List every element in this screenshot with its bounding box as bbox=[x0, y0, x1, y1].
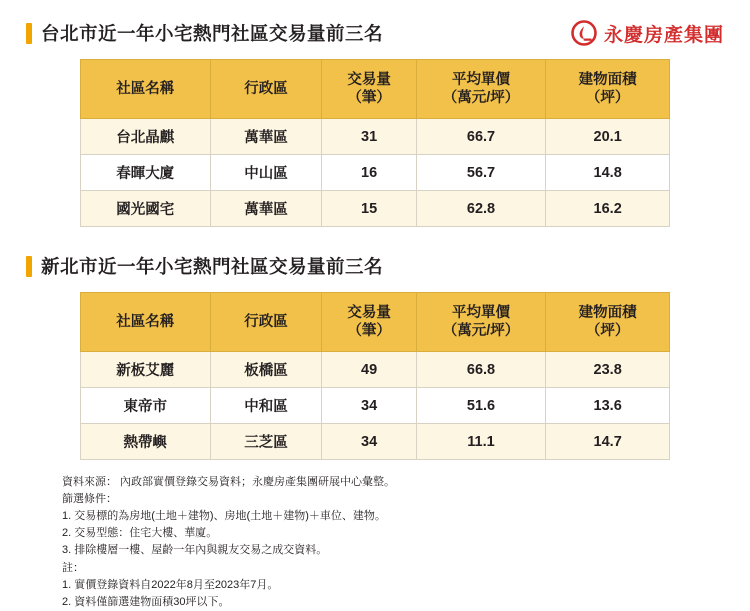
note-filter-item: 2. 交易型態：住宅大樓、華廈。 bbox=[62, 527, 218, 540]
table-taipei-body bbox=[81, 119, 670, 227]
cell-volume: 34 bbox=[322, 388, 416, 424]
header-main-text: 社區名稱 bbox=[116, 80, 175, 97]
header-main-text: 建物面積 bbox=[578, 304, 637, 321]
note-filter-label: 篩選條件： bbox=[62, 493, 117, 506]
table-taipei bbox=[80, 59, 670, 227]
cell-district: 萬華區 bbox=[210, 191, 322, 227]
cell-community: 新板艾麗 bbox=[81, 352, 211, 388]
table-row bbox=[81, 424, 670, 460]
column-header-volume bbox=[322, 60, 416, 119]
table-newtaipei bbox=[80, 292, 670, 460]
table-taipei-wrapper bbox=[80, 59, 670, 227]
cell-community: 國光國宅 bbox=[81, 191, 211, 227]
table-newtaipei-body bbox=[81, 352, 670, 460]
cell-volume: 49 bbox=[322, 352, 416, 388]
cell-area: 14.8 bbox=[546, 155, 670, 191]
table-newtaipei-wrapper bbox=[80, 292, 670, 460]
section-1-title-group bbox=[26, 20, 383, 46]
column-header-unit-price bbox=[416, 293, 546, 352]
header-main-text: 行政區 bbox=[244, 313, 288, 330]
yungching-logo-icon bbox=[571, 20, 597, 46]
header-sub-text: （萬元/坪） bbox=[442, 323, 520, 339]
table-row bbox=[81, 388, 670, 424]
cell-volume: 16 bbox=[322, 155, 416, 191]
cell-unit-price: 11.1 bbox=[416, 424, 546, 460]
note-remark-item: 2. 資料僅篩選建物面積30坪以下。 bbox=[62, 596, 230, 609]
report-page bbox=[0, 16, 750, 609]
note-remark-label: 註： bbox=[62, 562, 84, 575]
cell-unit-price: 66.7 bbox=[416, 119, 546, 155]
column-header-district bbox=[210, 293, 322, 352]
header-sub-text: （坪） bbox=[585, 323, 630, 339]
header-main-text: 平均單價 bbox=[452, 304, 510, 321]
cell-district: 中和區 bbox=[210, 388, 322, 424]
brand-name: 永慶房產集團 bbox=[603, 24, 724, 46]
note-source: 資料來源： 內政部實價登錄交易資料；永慶房產集團研展中心彙整。 bbox=[62, 476, 396, 488]
cell-volume: 31 bbox=[322, 119, 416, 155]
title-accent-bar-icon bbox=[26, 256, 32, 277]
brand-logo bbox=[571, 20, 724, 47]
cell-unit-price: 62.8 bbox=[416, 191, 546, 227]
header-sub-text: （筆） bbox=[347, 323, 391, 339]
column-header-community bbox=[81, 293, 211, 352]
column-header-district bbox=[210, 60, 322, 119]
table-taipei-head bbox=[81, 60, 670, 119]
cell-district: 板橋區 bbox=[210, 352, 322, 388]
cell-district: 三芝區 bbox=[210, 424, 322, 460]
page-title: 台北市近一年小宅熱門社區交易量前三名 bbox=[41, 23, 384, 44]
column-header-community bbox=[81, 60, 211, 119]
table-newtaipei-head bbox=[81, 293, 670, 352]
cell-district: 萬華區 bbox=[210, 119, 322, 155]
header-main-text: 社區名稱 bbox=[116, 313, 175, 330]
cell-area: 20.1 bbox=[546, 119, 670, 155]
cell-unit-price: 66.8 bbox=[416, 352, 546, 388]
cell-area: 13.6 bbox=[546, 388, 670, 424]
note-remark-item: 1. 實價登錄資料自2022年8月至2023年7月。 bbox=[62, 579, 279, 592]
note-filter-item: 3. 排除樓層一樓、屋齡一年內與親友交易之成交資料。 bbox=[62, 544, 328, 557]
header-main-text: 建物面積 bbox=[578, 71, 637, 88]
table-row bbox=[81, 191, 670, 227]
table-row bbox=[81, 352, 670, 388]
column-header-volume bbox=[322, 293, 416, 352]
header-main-text: 交易量 bbox=[347, 71, 391, 88]
cell-unit-price: 56.7 bbox=[416, 155, 546, 191]
header-main-text: 平均單價 bbox=[452, 71, 510, 88]
cell-area: 16.2 bbox=[546, 191, 670, 227]
title-accent-bar-icon bbox=[26, 23, 32, 44]
header-main-text: 行政區 bbox=[244, 80, 288, 97]
cell-community: 台北晶麒 bbox=[81, 119, 211, 155]
section-title: 新北市近一年小宅熱門社區交易量前三名 bbox=[41, 256, 384, 277]
footnotes bbox=[26, 474, 724, 611]
column-header-area bbox=[546, 293, 670, 352]
table-row bbox=[81, 155, 670, 191]
table-row bbox=[81, 119, 670, 155]
header-sub-text: （坪） bbox=[585, 90, 630, 106]
cell-unit-price: 51.6 bbox=[416, 388, 546, 424]
header-sub-text: （筆） bbox=[347, 90, 391, 106]
cell-community: 東帝市 bbox=[81, 388, 211, 424]
cell-area: 23.8 bbox=[546, 352, 670, 388]
table-header-row bbox=[81, 60, 670, 119]
column-header-unit-price bbox=[416, 60, 546, 119]
cell-volume: 34 bbox=[322, 424, 416, 460]
cell-community: 熱帶嶼 bbox=[81, 424, 211, 460]
section-1-header bbox=[26, 16, 724, 50]
column-header-area bbox=[546, 60, 670, 119]
header-main-text: 交易量 bbox=[347, 304, 391, 321]
table-header-row bbox=[81, 293, 670, 352]
section-2-title-group bbox=[26, 253, 383, 279]
cell-volume: 15 bbox=[322, 191, 416, 227]
cell-district: 中山區 bbox=[210, 155, 322, 191]
cell-area: 14.7 bbox=[546, 424, 670, 460]
header-sub-text: （萬元/坪） bbox=[442, 90, 520, 106]
cell-community: 春暉大廈 bbox=[81, 155, 211, 191]
section-2-header bbox=[26, 249, 724, 283]
note-filter-item: 1. 交易標的為房地(土地＋建物)、房地(土地＋建物)＋車位、建物。 bbox=[62, 510, 386, 523]
